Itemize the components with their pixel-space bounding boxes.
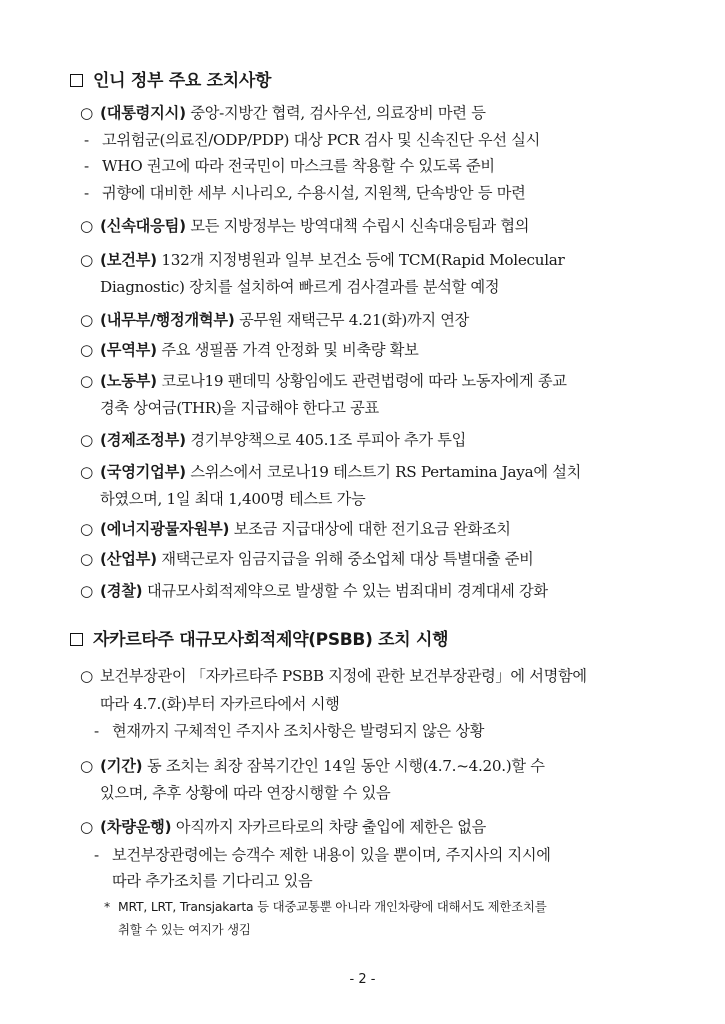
list-item: ○ (보건부) 132개 지정병원과 일부 보건소 등에 TCM(Rapid Molecular xyxy=(80,251,565,269)
section-title: 인니 정부 주요 조치사항 xyxy=(70,66,271,91)
list-item: ○ (무역부) 주요 생필품 가격 안정화 및 비축량 확보 xyxy=(80,341,419,359)
footnote: * MRT, LRT, Transjakarta 등 대중교통뿐 아니라 개인차량에 대해서도 제한조치를 xyxy=(104,899,547,914)
list-item: ○ (기간) 동 조치는 최장 잠복기간인 14일 동안 시행(4.7.~4.20.)할 수 xyxy=(80,757,545,775)
list-item: ○ (신속대응팀) 모든 지방정부는 방역대책 수립시 신속대응팀과 협의 xyxy=(80,217,530,235)
list-item: - 귀향에 대비한 세부 시나리오, 수용시설, 지원책, 단속방안 등 마련 xyxy=(84,184,526,202)
list-item-continuation: 있으며, 추후 상황에 따라 연장시행할 수 있음 xyxy=(100,784,391,802)
list-item: ○ (대통령지시) 중앙-지방간 협력, 검사우선, 의료장비 마련 등 xyxy=(80,104,486,122)
list-item-continuation: Diagnostic) 장치를 설치하여 빠르게 검사결과를 분석할 예정 xyxy=(100,278,500,296)
list-item-continuation: 하였으며, 1일 최대 1,400명 테스트 가능 xyxy=(100,490,366,508)
list-item-continuation: 따라 4.7.(화)부터 자카르타에서 시행 xyxy=(100,695,340,713)
section-title: 자카르타주 대규모사회적제약(PSBB) 조치 시행 xyxy=(70,625,448,650)
list-item: - 고위험군(의료진/ODP/PDP) 대상 PCR 검사 및 신속진단 우선 실시 xyxy=(84,131,541,149)
list-item: ○ (경제조정부) 경기부양책으로 405.1조 루피아 추가 투입 xyxy=(80,431,467,449)
list-item: ○ (내무부/행정개혁부) 공무원 재택근무 4.21(화)까지 연장 xyxy=(80,311,470,329)
list-item-continuation: 경축 상여금(THR)을 지급해야 한다고 공표 xyxy=(100,399,379,417)
list-item: - 보건부장관령에는 승객수 제한 내용이 있을 뿐이며, 주지사의 지시에 xyxy=(94,846,551,864)
checkbox-square-icon xyxy=(70,633,83,646)
page-number: - 2 - xyxy=(349,972,376,987)
list-item: ○ (노동부) 코로나19 팬데믹 상황임에도 관련법령에 따라 노동자에게 종교 xyxy=(80,372,567,390)
list-item: ○ (국영기업부) 스위스에서 코로나19 테스트기 RS Pertamina Jaya에 설치 xyxy=(80,463,581,481)
list-item: - WHO 권고에 따라 전국민이 마스크를 착용할 수 있도록 준비 xyxy=(84,157,495,175)
list-item-continuation: 따라 추가조치를 기다리고 있음 xyxy=(112,872,313,890)
list-item: - 현재까지 구체적인 주지사 조치사항은 발령되지 않은 상황 xyxy=(94,722,485,740)
checkbox-square-icon xyxy=(70,74,83,87)
list-item: ○ (경찰) 대규모사회적제약으로 발생할 수 있는 범죄대비 경계대세 강화 xyxy=(80,582,548,600)
footnote-continuation: 취할 수 있는 여지가 생김 xyxy=(118,922,251,937)
list-item: ○ (산업부) 재택근로자 임금지급을 위해 중소업체 대상 특별대출 준비 xyxy=(80,550,534,568)
list-item: ○ 보건부장관이 「자카르타주 PSBB 지정에 관한 보건부장관령」에 서명함에 xyxy=(80,667,587,685)
list-item: ○ (에너지광물자원부) 보조금 지급대상에 대한 전기요금 완화조치 xyxy=(80,520,511,538)
list-item: ○ (차량운행) 아직까지 자카르타로의 차량 출입에 제한은 없음 xyxy=(80,818,486,836)
